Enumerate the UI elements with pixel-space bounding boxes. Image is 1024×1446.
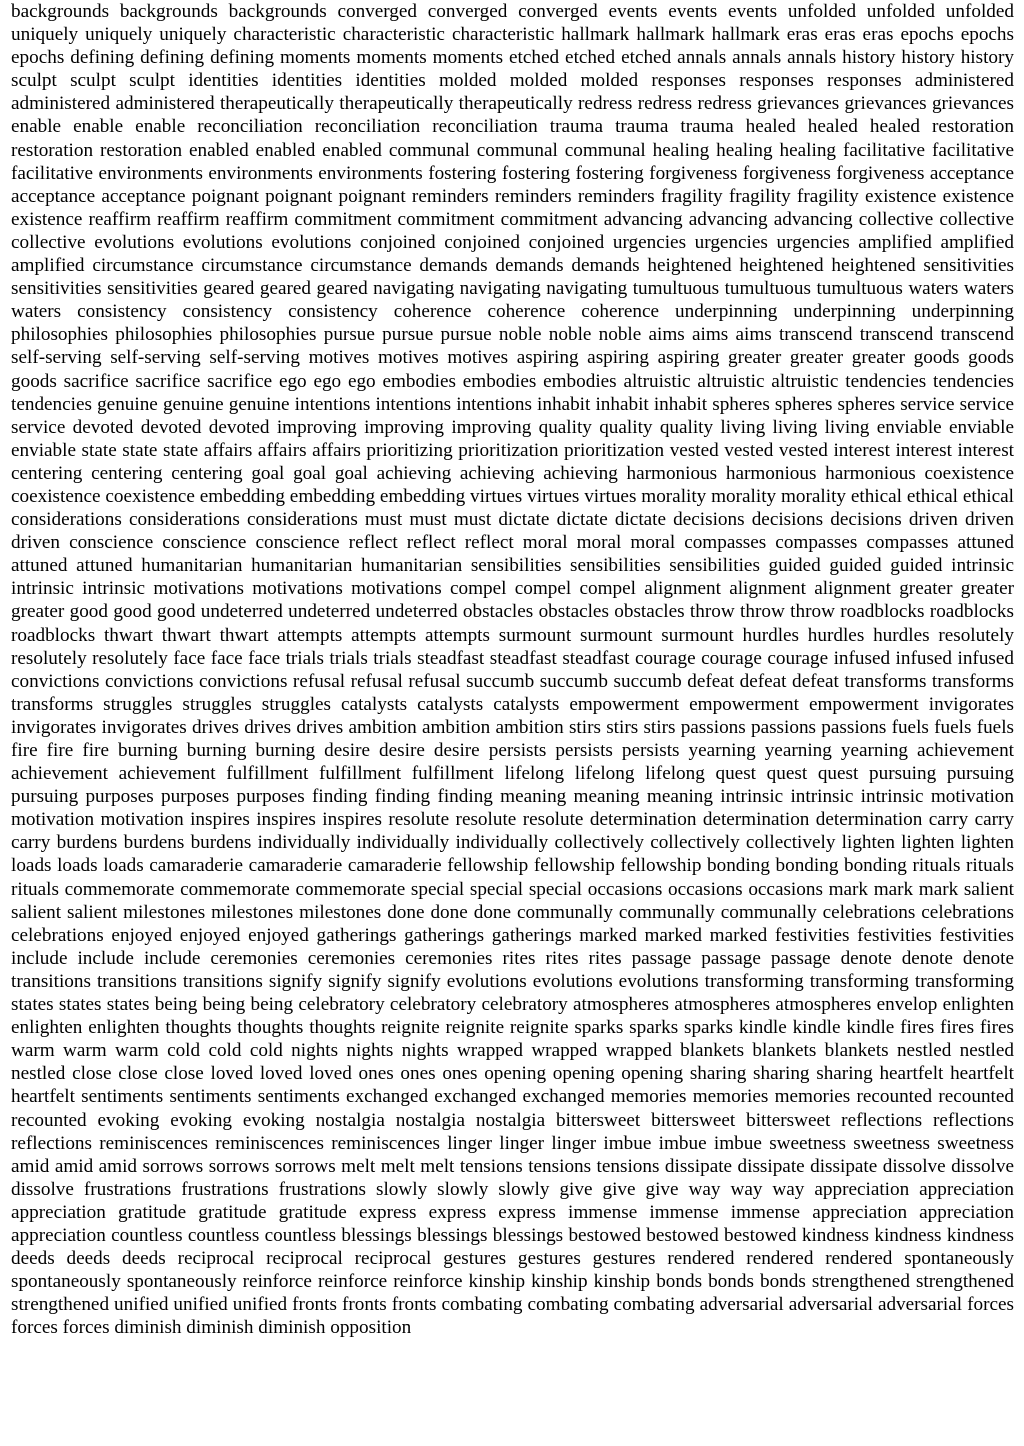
- body-paragraph: backgrounds backgrounds backgrounds converged converged converged events events events unfolded unfolded unfolded uniquely uniquely uniquely characteristic characteristic characteristic hallmark hallmark hallmark eras eras eras epochs epochs epochs defining defining defining moments moments moments etched etched etched annals annals annals history history history sculpt sculpt sculpt identities identities identities molded molded molded responses responses responses administered administered administered therapeutically therapeutically therapeutically redress redress redress grievances grievances grievances enable enable enable reconciliation reconciliation reconciliation trauma trauma trauma healed healed healed restoration restoration restoration enabled enabled enabled communal communal communal healing healing healing facilitative facilitative facilitative environments environments environments fostering fostering fostering forgiveness forgiveness forgiveness acceptance acceptance acceptance poignant poignant poignant reminders reminders reminders fragility fragility fragility existence existence existence reaffirm reaffirm reaffirm commitment commitment commitment advancing advancing advancing collective collective collective evolutions evolutions evolutions conjoined conjoined conjoined urgencies urgencies urgencies amplified amplified amplified circumstance circumstance circumstance demands demands demands heightened heightened heightened sensitivities sensitivities sensitivities geared geared geared navigating navigating navigating tumultuous tumultuous tumultuous waters waters waters consistency consistency consistency coherence coherence coherence underpinning underpinning underpinning philosophies philosophies philosophies pursue pursue pursue noble noble noble aims aims aims transcend transcend transcend self-serving self-serving self-serving motives motives motives aspiring aspiring aspiring greater greater greater goods goods goods sacrifice sacrifice sacrifice ego ego ego embodies embodies embodies altruistic altruistic altruistic tendencies tendencies tendencies genuine genuine genuine intentions intentions intentions inhabit inhabit inhabit spheres spheres spheres service service service devoted devoted devoted improving improving improving quality quality quality living living living enviable enviable enviable state state state affairs affairs affairs prioritizing prioritization prioritization vested vested vested interest interest interest centering centering centering goal goal goal achieving achieving achieving harmonious harmonious harmonious coexistence coexistence coexistence embedding embedding embedding virtues virtues virtues morality morality morality ethical ethical ethical considerations considerations considerations must must must dictate dictate dictate decisions decisions decisions driven driven driven conscience conscience conscience reflect reflect reflect moral moral moral compasses compasses compasses attuned attuned attuned humanitarian humanitarian humanitarian sensibilities sensibilities sensibilities guided guided guided intrinsic intrinsic intrinsic motivations motivations motivations compel compel compel alignment alignment alignment greater greater greater good good good undeterred undeterred undeterred obstacles obstacles obstacles throw throw throw roadblocks roadblocks roadblocks thwart thwart thwart attempts attempts attempts surmount surmount surmount hurdles hurdles hurdles resolutely resolutely resolutely face face face trials trials trials steadfast steadfast steadfast courage courage courage infused infused infused convictions convictions convictions refusal refusal refusal succumb succumb succumb defeat defeat defeat transforms transforms transforms struggles struggles struggles catalysts catalysts catalysts empowerment empowerment empowerment invigorates invigorates invigorates drives drives drives ambition ambition ambition stirs stirs stirs passions passions passions fuels fuels fuels fire fire fire burning burning burning desire desire desire persists persists persists yearning yearning yearning achievement achievement achievement fulfillment fulfillment fulfillment lifelong lifelong lifelong quest quest quest pursuing pursuing pursuing purposes purposes purposes finding finding finding meaning meaning meaning intrinsic intrinsic intrinsic motivation motivation motivation inspires inspires inspires resolute resolute resolute determination determination determination carry carry carry burdens burdens burdens individually individually individually collectively collectively collectively lighten lighten lighten loads loads loads camaraderie camaraderie camaraderie fellowship fellowship fellowship bonding bonding bonding rituals rituals rituals commemorate commemorate commemorate special special special occasions occasions occasions mark mark mark salient salient salient milestones milestones milestones done done done communally communally communally celebrations celebrations celebrations enjoyed enjoyed enjoyed gatherings gatherings gatherings marked marked marked festivities festivities festivities include include include ceremonies ceremonies ceremonies rites rites rites passage passage passage denote denote denote transitions transitions transitions signify signify signify evolutions evolutions evolutions transforming transforming transforming states states states being being being celebratory celebratory celebratory atmospheres atmospheres atmospheres envelop enlighten enlighten enlighten thoughts thoughts thoughts reignite reignite reignite sparks sparks sparks kindle kindle kindle fires fires fires warm warm warm cold cold cold nights nights nights wrapped wrapped wrapped blankets blankets blankets nestled nestled nestled close close close loved loved loved ones ones ones opening opening opening sharing sharing sharing heartfelt heartfelt heartfelt sentiments sentiments sentiments exchanged exchanged exchanged memories memories memories recounted recounted recounted evoking evoking evoking nostalgia nostalgia nostalgia bittersweet bittersweet bittersweet reflections reflections reflections reminiscences reminiscences reminiscences linger linger linger imbue imbue imbue sweetness sweetness sweetness amid amid amid sorrows sorrows sorrows melt melt melt tensions tensions tensions dissipate dissipate dissipate dissolve dissolve dissolve frustrations frustrations frustrations slowly slowly slowly give give give way way way appreciation appreciation appreciation gratitude gratitude gratitude express express express immense immense immense appreciation appreciation appreciation countless countless countless blessings blessings blessings bestowed bestowed bestowed kindness kindness kindness deeds deeds deeds reciprocal reciprocal reciprocal gestures gestures gestures rendered rendered rendered spontaneously spontaneously spontaneously reinforce reinforce reinforce kinship kinship kinship bonds bonds bonds strengthened strengthened strengthened unified unified unified fronts fronts fronts combating combating combating adversarial adversarial adversarial forces forces forces diminish diminish diminish opposition: [11, 1, 1014, 1339]
